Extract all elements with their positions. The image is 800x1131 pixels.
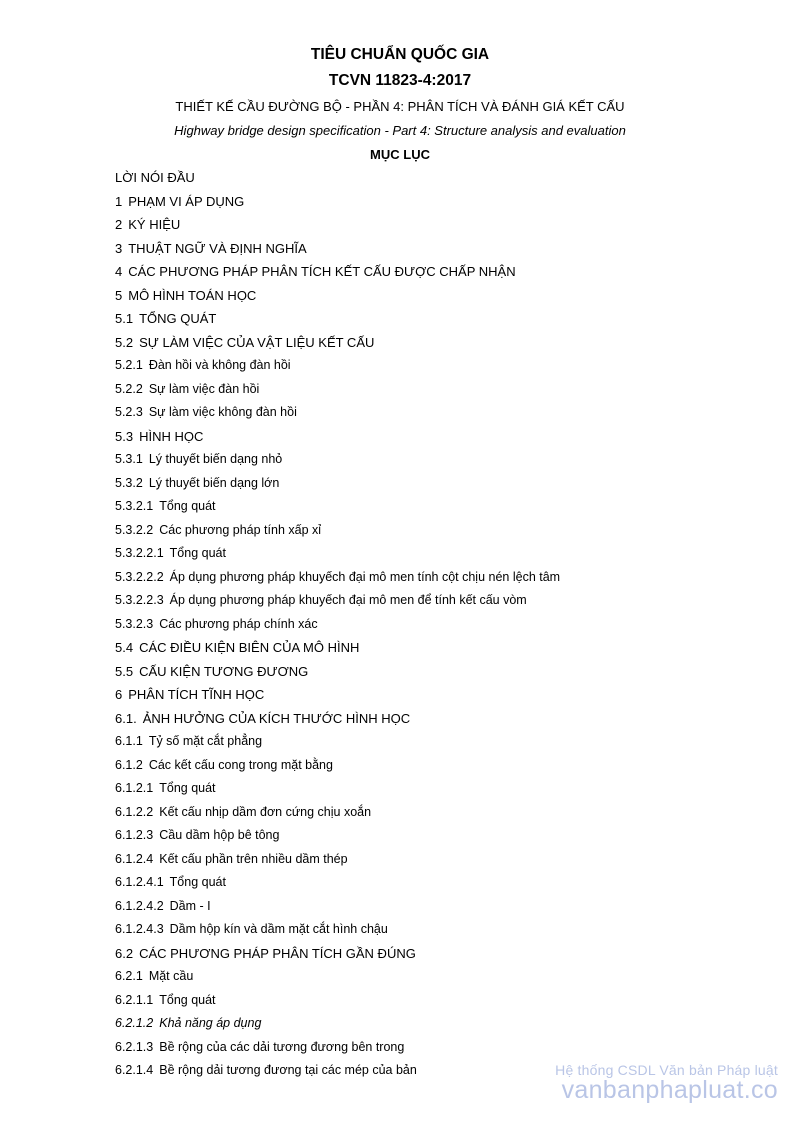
toc-entry[interactable] — [115, 237, 560, 261]
toc-entry-number: 3 — [115, 240, 123, 256]
table-of-contents — [115, 166, 560, 1083]
toc-entry-number: 5.1 — [115, 311, 134, 326]
toc-entry-title: Lý thuyết biến dạng nhỏ — [148, 452, 283, 466]
toc-entry-number: 6.2 — [115, 945, 134, 961]
toc-entry[interactable] — [115, 495, 560, 519]
toc-entry-number: 5.3.2.1 — [115, 499, 154, 513]
toc-entry-number: 5.2.1 — [115, 358, 143, 372]
toc-entry-title: KÝ HIỆU — [128, 217, 181, 232]
standard-code: TCVN 11823-4:2017 — [328, 72, 472, 89]
toc-entry-title: HÌNH HỌC — [139, 428, 204, 444]
toc-entry[interactable] — [115, 1012, 560, 1036]
toc-entry-number: 5.3.2.2 — [115, 522, 154, 537]
toc-entry[interactable] — [115, 730, 560, 754]
toc-entry[interactable] — [115, 636, 560, 660]
toc-entry-number: 2 — [115, 217, 123, 232]
toc-entry-number: 6.1.2.4.3 — [115, 922, 164, 936]
watermark — [555, 1062, 778, 1105]
toc-entry[interactable] — [115, 824, 560, 848]
toc-entry-title: Khả năng áp dụng — [159, 1016, 262, 1030]
watermark-line-2: vanbanphapluat.co — [561, 1076, 778, 1104]
toc-entry[interactable] — [115, 754, 560, 778]
toc-entry-number: 6.1.2.3 — [115, 828, 154, 842]
toc-entry-title: LỜI NÓI ĐẦU — [115, 170, 195, 185]
toc-entry[interactable] — [115, 1059, 560, 1083]
toc-entry-number: 6.2.1.1 — [115, 992, 154, 1007]
toc-entry-title: Cầu dầm hộp bê tông — [159, 828, 280, 842]
toc-entry-title: Mặt cầu — [148, 969, 194, 983]
toc-entry[interactable] — [115, 354, 560, 378]
standard-name-en: Highway bridge design specification - Part 4: Structure analysis and evaluation — [174, 123, 626, 138]
toc-entry-number: 6.1.2.4.1 — [115, 875, 164, 889]
toc-entry-number: 5 — [115, 287, 123, 303]
toc-entry[interactable] — [115, 918, 560, 942]
watermark-line-1: Hệ thống CSDL Văn bản Pháp luật — [555, 1062, 778, 1078]
toc-heading: MỤC LỤC — [370, 147, 430, 162]
toc-entry[interactable] — [115, 472, 560, 496]
toc-entry-title: Tổng quát — [169, 875, 226, 889]
toc-entry-title: Các phương pháp chính xác — [159, 616, 318, 631]
toc-entry[interactable] — [115, 871, 560, 895]
toc-entry[interactable] — [115, 213, 560, 237]
toc-entry[interactable] — [115, 190, 560, 214]
toc-entry-title: Bề rộng dải tương đương tại các mép của bản — [159, 1063, 417, 1077]
toc-entry-number: 5.3.2.3 — [115, 616, 154, 631]
toc-entry[interactable] — [115, 707, 560, 731]
toc-entry-title: CẤU KIỆN TƯƠNG ĐƯƠNG — [139, 663, 309, 679]
toc-entry-number: 6.1.2.4.2 — [115, 898, 164, 913]
toc-entry[interactable] — [115, 965, 560, 989]
toc-entry-title: MÔ HÌNH TOÁN HỌC — [128, 287, 257, 303]
toc-entry-title: TỔNG QUÁT — [139, 311, 217, 326]
toc-entry-title: Đàn hồi và không đàn hồi — [148, 358, 291, 372]
toc-entry-title: Lý thuyết biến dạng lớn — [148, 475, 280, 490]
toc-entry-title: Sự làm việc đàn hồi — [148, 381, 260, 396]
toc-entry-title: THUẬT NGỮ VÀ ĐỊNH NGHĨA — [128, 240, 307, 256]
toc-entry-number: 6.1. — [115, 710, 137, 726]
toc-entry[interactable] — [115, 307, 560, 331]
toc-entry[interactable] — [115, 1036, 560, 1060]
toc-entry-number: 6.2.1.3 — [115, 1039, 154, 1054]
toc-entry[interactable] — [115, 166, 560, 190]
toc-entry[interactable] — [115, 801, 560, 825]
toc-entry-number: 6.1.2.1 — [115, 781, 154, 795]
toc-entry-title: Tổng quát — [159, 781, 216, 795]
toc-entry-number: 5.3.2.2.3 — [115, 593, 164, 607]
toc-entry-number: 5.2 — [115, 334, 134, 350]
toc-entry-number: 5.5 — [115, 663, 134, 679]
toc-entry[interactable] — [115, 848, 560, 872]
toc-entry-number: 6.2.1.4 — [115, 1063, 154, 1077]
document-title: TIÊU CHUẨN QUỐC GIA — [310, 46, 490, 63]
toc-entry-number: 6.1.1 — [115, 734, 143, 748]
toc-entry[interactable] — [115, 542, 560, 566]
toc-entry[interactable] — [115, 895, 560, 919]
toc-entry-number: 5.3.2 — [115, 475, 143, 490]
toc-entry-title: PHẠM VI ÁP DỤNG — [128, 193, 245, 209]
toc-entry-number: 5.3.1 — [115, 452, 143, 466]
toc-entry-number: 6.1.2.2 — [115, 804, 154, 819]
toc-entry[interactable] — [115, 378, 560, 402]
toc-entry-number: 6.2.1 — [115, 969, 143, 983]
toc-entry-number: 5.3 — [115, 428, 134, 444]
toc-entry-title: Tỷ số mặt cắt phẳng — [148, 734, 263, 748]
toc-entry-title: Các kết cấu cong trong mặt bằng — [148, 757, 333, 772]
toc-entry[interactable] — [115, 448, 560, 472]
toc-entry[interactable] — [115, 613, 560, 637]
toc-entry-title: Tổng quát — [169, 546, 226, 560]
toc-entry-number: 5.4 — [115, 640, 134, 655]
toc-entry[interactable] — [115, 425, 560, 449]
toc-entry[interactable] — [115, 284, 560, 308]
toc-entry-title: PHÂN TÍCH TĨNH HỌC — [128, 687, 265, 702]
toc-entry-number: 6.1.2 — [115, 757, 143, 772]
standard-name-vi: THIẾT KẾ CẦU ĐƯỜNG BỘ - PHẦN 4: PHÂN TÍCH VÀ ĐÁNH GIÁ KẾT CẤU — [175, 99, 625, 114]
toc-entry[interactable] — [115, 331, 560, 355]
toc-entry-number: 5.3.2.2.2 — [115, 569, 164, 584]
toc-entry-title: Sự làm việc không đàn hồi — [148, 405, 297, 419]
toc-entry-number: 6.1.2.4 — [115, 851, 154, 866]
toc-entry-title: ẢNH HƯỞNG CỦA KÍCH THƯỚC HÌNH HỌC — [142, 710, 411, 726]
toc-entry-number: 6.2.1.2 — [115, 1016, 154, 1030]
toc-entry[interactable] — [115, 589, 560, 613]
toc-entry[interactable] — [115, 683, 560, 707]
toc-entry-title: Dầm hộp kín và dầm mặt cắt hình chậu — [169, 922, 388, 936]
toc-entry-title: Kết cấu nhịp dầm đơn cứng chịu xoắn — [159, 804, 372, 819]
toc-entry[interactable] — [115, 660, 560, 684]
toc-entry-number: 5.2.3 — [115, 405, 143, 419]
toc-entry-number: 1 — [115, 193, 123, 209]
toc-entry-title: CÁC ĐIỀU KIỆN BIÊN CỦA MÔ HÌNH — [139, 640, 360, 655]
toc-entry-title: CÁC PHƯƠNG PHÁP PHÂN TÍCH KẾT CẤU ĐƯỢC CHẤP NHẬN — [128, 264, 516, 279]
toc-entry-number: 5.3.2.2.1 — [115, 546, 164, 560]
toc-entry[interactable] — [115, 989, 560, 1013]
toc-entry[interactable] — [115, 566, 560, 590]
toc-entry[interactable] — [115, 260, 560, 284]
toc-entry-title: Các phương pháp tính xấp xỉ — [159, 522, 322, 537]
toc-entry-title: Kết cấu phần trên nhiều dầm thép — [159, 851, 348, 866]
toc-entry[interactable] — [115, 401, 560, 425]
toc-entry-title: Tổng quát — [159, 992, 216, 1007]
toc-entry[interactable] — [115, 942, 560, 966]
toc-entry-title: Dầm - I — [169, 898, 211, 913]
toc-entry-title: SỰ LÀM VIỆC CỦA VẬT LIỆU KẾT CẤU — [139, 334, 375, 350]
toc-entry-number: 4 — [115, 264, 123, 279]
toc-entry-title: Tổng quát — [159, 499, 216, 513]
toc-entry-title: Áp dụng phương pháp khuyếch đại mô men tính cột chịu nén lệch tâm — [169, 569, 561, 584]
toc-entry-title: CÁC PHƯƠNG PHÁP PHÂN TÍCH GẦN ĐÚNG — [139, 945, 416, 961]
toc-entry-number: 5.2.2 — [115, 381, 143, 396]
toc-entry-title: Bề rộng của các dải tương đương bên trong — [159, 1039, 405, 1054]
toc-entry-title: Áp dụng phương pháp khuyếch đại mô men để tính kết cấu vòm — [169, 593, 527, 607]
toc-entry[interactable] — [115, 519, 560, 543]
toc-entry-number: 6 — [115, 687, 123, 702]
toc-entry[interactable] — [115, 777, 560, 801]
